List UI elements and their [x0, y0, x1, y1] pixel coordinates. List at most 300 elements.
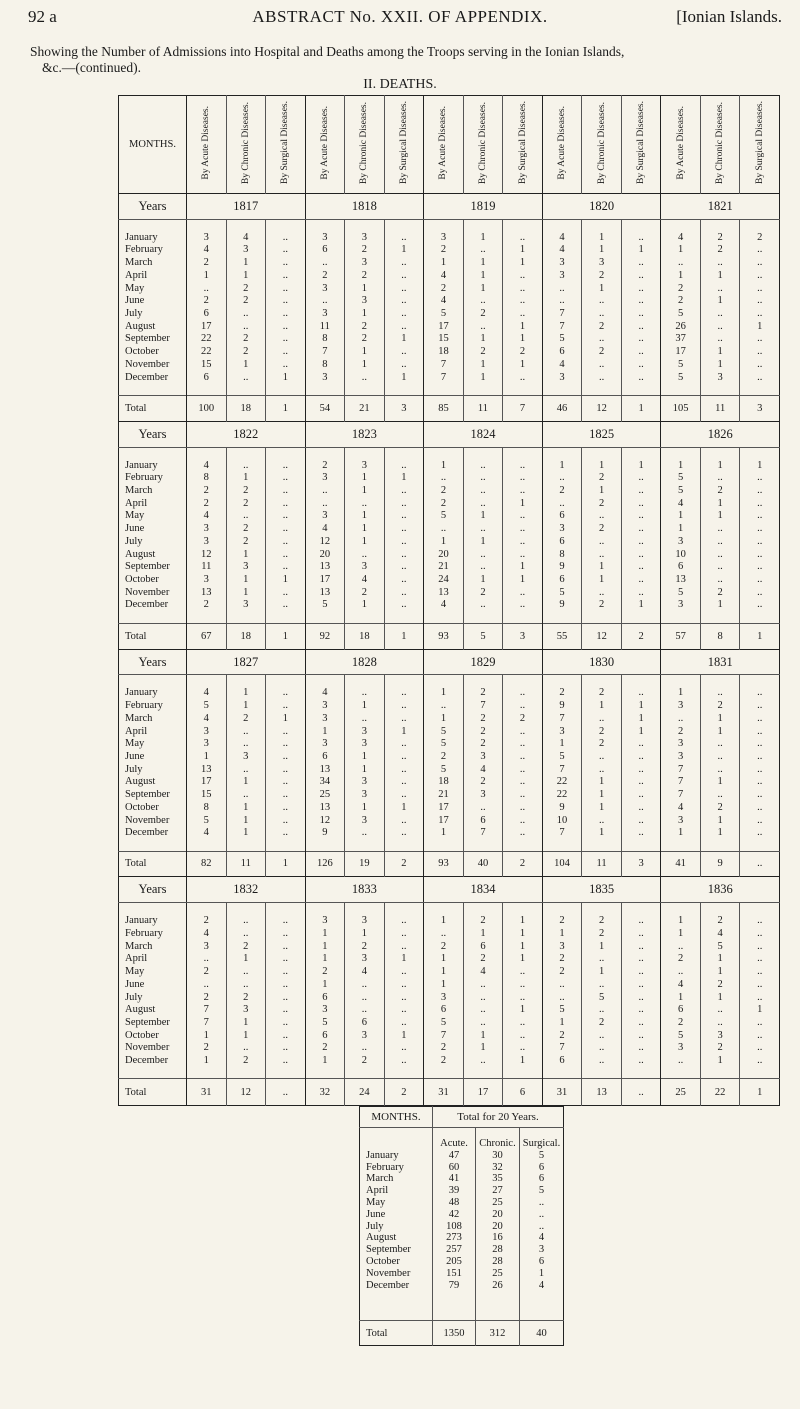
spacer-cell: [345, 219, 385, 231]
data-cell: 17: [424, 801, 464, 814]
data-cell: ..: [740, 295, 780, 308]
data-cell: 9: [542, 561, 582, 574]
data-cell: ..: [266, 345, 306, 358]
spacer-cell: [226, 1067, 266, 1079]
data-cell: 2: [542, 915, 582, 928]
data-cell: ..: [503, 699, 543, 712]
total-label: Total: [119, 851, 187, 877]
data-cell: 7: [424, 1029, 464, 1042]
total-cell: 3: [384, 395, 424, 421]
year-heading: 1825: [542, 421, 661, 447]
summary-month-label: May: [366, 1196, 386, 1208]
spacer-cell: [305, 447, 345, 459]
data-cell: 1: [700, 295, 740, 308]
data-cell: 1: [424, 712, 464, 725]
data-cell: ..: [266, 978, 306, 991]
data-cell: 2: [226, 535, 266, 548]
data-cell: ..: [384, 320, 424, 333]
data-cell: 2: [226, 484, 266, 497]
total-cell: 13: [582, 1079, 622, 1106]
total-cell: 2: [384, 851, 424, 877]
table-row: [119, 940, 780, 953]
data-cell: 1: [345, 472, 385, 485]
spacer-cell: [266, 1067, 306, 1079]
data-cell: 2: [582, 269, 622, 282]
total-cell: ..: [266, 1079, 306, 1106]
spacer-cell: [463, 839, 503, 851]
data-cell: 2: [463, 953, 503, 966]
data-cell: 3: [542, 269, 582, 282]
data-cell: 2: [226, 991, 266, 1004]
data-cell: 2: [542, 965, 582, 978]
data-cell: ..: [740, 522, 780, 535]
data-cell: ..: [266, 244, 306, 257]
data-cell: ..: [187, 953, 227, 966]
data-cell: 26: [661, 320, 701, 333]
data-cell: ..: [424, 472, 464, 485]
column-header: [582, 96, 622, 194]
spacer-cell: [661, 903, 701, 915]
column-header: [226, 96, 266, 194]
data-cell: 17: [661, 345, 701, 358]
data-cell: ..: [266, 548, 306, 561]
summary-column-head: Chronic.: [479, 1138, 516, 1149]
data-cell: 4: [345, 965, 385, 978]
summary-surgical-column: [520, 1128, 564, 1321]
column-header-label: By Chronic Diseases.: [359, 101, 370, 184]
month-label: August: [125, 320, 156, 332]
data-cell: 8: [542, 548, 582, 561]
table-row: [119, 776, 780, 789]
data-cell: ..: [503, 814, 543, 827]
data-cell: 1: [582, 801, 622, 814]
spacer-cell: [740, 611, 780, 623]
data-cell: ..: [266, 801, 306, 814]
data-cell: ..: [621, 1016, 661, 1029]
data-cell: 1: [266, 573, 306, 586]
column-header-row: [119, 96, 780, 194]
data-cell: 2: [463, 712, 503, 725]
data-cell: 2: [226, 1054, 266, 1067]
total-cell: 21: [345, 395, 385, 421]
spacer-cell: [119, 675, 187, 687]
data-cell: 1: [700, 1054, 740, 1067]
data-cell: 12: [305, 535, 345, 548]
table-row: [119, 1042, 780, 1055]
data-cell: 12: [187, 548, 227, 561]
data-cell: 2: [424, 750, 464, 763]
month-label: August: [125, 776, 156, 788]
data-cell: 1: [226, 472, 266, 485]
total-cell: 31: [187, 1079, 227, 1106]
data-cell: 1: [503, 1004, 543, 1017]
data-cell: 2: [542, 687, 582, 700]
spacer-cell: [621, 903, 661, 915]
table-row: [119, 244, 780, 257]
data-cell: ..: [621, 763, 661, 776]
data-cell: 3: [305, 231, 345, 244]
year-heading: 1817: [187, 193, 306, 219]
summary-month-label: July: [366, 1220, 384, 1232]
data-cell: ..: [740, 510, 780, 523]
table-row: [119, 801, 780, 814]
month-label: August: [125, 548, 156, 560]
total-cell: 6: [503, 1079, 543, 1106]
table-row: [119, 295, 780, 308]
spacer-row: [119, 1067, 780, 1079]
data-cell: 17: [187, 776, 227, 789]
month-label: December: [125, 1055, 169, 1067]
spacer-cell: [424, 903, 464, 915]
year-heading: 1818: [305, 193, 424, 219]
data-cell: 2: [345, 586, 385, 599]
spacer-row: [119, 384, 780, 396]
data-cell: 2: [187, 599, 227, 612]
table-row: [119, 510, 780, 523]
total-cell: 3: [503, 623, 543, 649]
data-cell: 1: [345, 345, 385, 358]
data-cell: ..: [345, 497, 385, 510]
spacer-cell: [226, 219, 266, 231]
years-row: [119, 193, 780, 219]
spacer-cell: [661, 675, 701, 687]
data-cell: ..: [463, 599, 503, 612]
data-cell: 3: [187, 725, 227, 738]
data-cell: ..: [384, 535, 424, 548]
data-cell: ..: [463, 459, 503, 472]
data-cell: 2: [463, 586, 503, 599]
data-cell: 2: [582, 522, 622, 535]
data-cell: ..: [305, 295, 345, 308]
data-cell: 2: [424, 940, 464, 953]
column-header-label: By Acute Diseases.: [557, 106, 568, 180]
data-cell: 3: [305, 510, 345, 523]
data-cell: 20: [305, 548, 345, 561]
summary-value: 20: [492, 1208, 503, 1220]
month-label: January: [125, 915, 158, 927]
spacer-cell: [582, 447, 622, 459]
total-cell: 18: [226, 395, 266, 421]
summary-value: 3: [538, 1244, 545, 1256]
table-row: [119, 573, 780, 586]
data-cell: ..: [266, 307, 306, 320]
data-cell: 1: [384, 953, 424, 966]
data-cell: 10: [661, 548, 701, 561]
data-cell: ..: [384, 699, 424, 712]
summary-value: 79: [448, 1279, 460, 1291]
spacer-cell: [463, 384, 503, 396]
total-cell: 12: [226, 1079, 266, 1106]
spacer-cell: [119, 839, 187, 851]
data-cell: ..: [740, 269, 780, 282]
spacer-cell: [345, 903, 385, 915]
table-row: [119, 1004, 780, 1017]
data-cell: 15: [424, 333, 464, 346]
summary-value: 25: [492, 1196, 503, 1208]
data-cell: ..: [621, 776, 661, 789]
data-cell: 3: [345, 814, 385, 827]
month-label: October: [125, 573, 159, 585]
data-cell: ..: [740, 788, 780, 801]
data-cell: 2: [700, 699, 740, 712]
data-cell: 1: [424, 256, 464, 269]
data-cell: 1: [424, 965, 464, 978]
page-title: ABSTRACT No. XXII. OF APPENDIX.: [252, 7, 548, 26]
data-cell: ..: [503, 586, 543, 599]
data-cell: ..: [582, 750, 622, 763]
data-cell: 6: [542, 510, 582, 523]
data-cell: ..: [266, 472, 306, 485]
data-cell: 20: [424, 548, 464, 561]
data-cell: ..: [503, 472, 543, 485]
spacer-row: [119, 903, 780, 915]
data-cell: 1: [582, 561, 622, 574]
table-row: [119, 712, 780, 725]
data-cell: 1: [621, 244, 661, 257]
spacer-cell: [542, 611, 582, 623]
data-cell: 3: [661, 1042, 701, 1055]
data-cell: ..: [700, 282, 740, 295]
total-cell: 41: [661, 851, 701, 877]
data-cell: 8: [305, 358, 345, 371]
data-cell: 3: [226, 750, 266, 763]
spacer-cell: [266, 675, 306, 687]
spacer-cell: [226, 611, 266, 623]
data-cell: 1: [661, 510, 701, 523]
total-cell: 2: [503, 851, 543, 877]
month-label: February: [125, 244, 163, 256]
data-cell: 2: [187, 991, 227, 1004]
data-cell: 2: [187, 484, 227, 497]
data-cell: 2: [345, 1054, 385, 1067]
spacer-cell: [621, 675, 661, 687]
data-cell: 17: [305, 573, 345, 586]
data-cell: 1: [503, 256, 543, 269]
spacer-cell: [187, 219, 227, 231]
data-cell: 3: [226, 599, 266, 612]
data-cell: ..: [266, 940, 306, 953]
data-cell: 2: [345, 333, 385, 346]
data-cell: 2: [226, 345, 266, 358]
month-label: November: [125, 586, 170, 598]
data-cell: 1: [305, 1054, 345, 1067]
data-cell: 3: [187, 940, 227, 953]
month-label: March: [125, 712, 153, 724]
data-cell: 1: [463, 927, 503, 940]
data-cell: ..: [740, 776, 780, 789]
spacer-cell: [305, 839, 345, 851]
data-cell: 1: [187, 1029, 227, 1042]
spacer-cell: [621, 447, 661, 459]
column-header: [305, 96, 345, 194]
data-cell: ..: [700, 333, 740, 346]
data-cell: 1: [345, 510, 385, 523]
spacer-cell: [503, 1067, 543, 1079]
data-cell: ..: [384, 965, 424, 978]
spacer-cell: [424, 447, 464, 459]
data-cell: 1: [503, 244, 543, 257]
data-cell: 3: [305, 699, 345, 712]
data-cell: 1: [424, 827, 464, 840]
table-row: [119, 345, 780, 358]
data-cell: 15: [187, 358, 227, 371]
data-cell: ..: [740, 548, 780, 561]
month-label: May: [125, 510, 145, 522]
month-label: May: [125, 966, 145, 978]
data-cell: 22: [542, 788, 582, 801]
spacer-cell: [503, 447, 543, 459]
data-cell: ..: [542, 497, 582, 510]
month-label: January: [125, 231, 158, 243]
data-cell: ..: [621, 371, 661, 384]
spacer-cell: [463, 219, 503, 231]
spacer-cell: [226, 675, 266, 687]
data-cell: 18: [424, 776, 464, 789]
data-cell: ..: [463, 1016, 503, 1029]
table-row: [119, 1054, 780, 1067]
spacer-cell: [661, 839, 701, 851]
data-cell: ..: [700, 1016, 740, 1029]
spacer-cell: [542, 219, 582, 231]
month-label: September: [125, 561, 170, 573]
spacer-cell: [305, 903, 345, 915]
total-cell: 11: [700, 395, 740, 421]
data-cell: 9: [542, 699, 582, 712]
data-cell: 1: [740, 320, 780, 333]
spacer-cell: [424, 219, 464, 231]
spacer-cell: [119, 384, 187, 396]
data-cell: 1: [582, 459, 622, 472]
year-heading: 1819: [424, 193, 543, 219]
spacer-cell: [582, 219, 622, 231]
data-cell: 1: [463, 256, 503, 269]
year-heading: 1826: [661, 421, 780, 447]
data-cell: ..: [463, 991, 503, 1004]
spacer-cell: [305, 611, 345, 623]
data-cell: 3: [187, 535, 227, 548]
data-cell: 2: [700, 586, 740, 599]
data-cell: 2: [542, 953, 582, 966]
data-cell: ..: [463, 244, 503, 257]
data-cell: ..: [226, 763, 266, 776]
data-cell: 3: [345, 295, 385, 308]
summary-value: ..: [538, 1208, 545, 1220]
data-cell: 10: [542, 814, 582, 827]
data-cell: 1: [345, 282, 385, 295]
data-cell: ..: [266, 586, 306, 599]
data-cell: 1: [503, 561, 543, 574]
table-row: [119, 750, 780, 763]
data-cell: 3: [542, 725, 582, 738]
spacer-cell: [700, 219, 740, 231]
data-cell: 1: [226, 1016, 266, 1029]
data-cell: ..: [700, 687, 740, 700]
total-cell: 19: [345, 851, 385, 877]
data-cell: ..: [266, 510, 306, 523]
data-cell: 1: [463, 371, 503, 384]
data-cell: 6: [661, 561, 701, 574]
data-cell: 1: [582, 776, 622, 789]
data-cell: 13: [187, 586, 227, 599]
data-cell: ..: [700, 561, 740, 574]
data-cell: 3: [661, 750, 701, 763]
total-cell: 67: [187, 623, 227, 649]
data-cell: ..: [266, 687, 306, 700]
summary-column-head: Surgical.: [522, 1138, 561, 1149]
spacer-cell: [226, 384, 266, 396]
data-cell: ..: [266, 738, 306, 751]
data-cell: 1: [661, 244, 701, 257]
data-cell: 4: [305, 522, 345, 535]
summary-value: 6: [538, 1173, 545, 1185]
data-cell: 1: [384, 244, 424, 257]
month-label: April: [125, 953, 148, 965]
data-cell: 4: [424, 269, 464, 282]
total-label: Total: [119, 395, 187, 421]
data-cell: 3: [542, 256, 582, 269]
years-label: Years: [119, 421, 187, 447]
data-cell: 2: [187, 256, 227, 269]
month-label: March: [125, 257, 153, 269]
column-header: [266, 96, 306, 194]
data-cell: 1: [226, 358, 266, 371]
summary-month-label: March: [366, 1173, 394, 1185]
total-cell: 104: [542, 851, 582, 877]
data-cell: ..: [503, 1016, 543, 1029]
spacer-cell: [384, 447, 424, 459]
data-cell: 2: [582, 687, 622, 700]
summary-month-label: April: [366, 1185, 389, 1197]
data-cell: ..: [740, 282, 780, 295]
total-cell: 9: [700, 851, 740, 877]
data-cell: ..: [226, 510, 266, 523]
data-cell: ..: [700, 320, 740, 333]
data-cell: 2: [582, 1016, 622, 1029]
data-cell: 1: [700, 459, 740, 472]
data-cell: 1: [542, 1016, 582, 1029]
spacer-cell: [542, 675, 582, 687]
data-cell: ..: [384, 776, 424, 789]
summary-total-cell: 312: [476, 1321, 520, 1346]
data-cell: 1: [661, 269, 701, 282]
data-cell: 3: [305, 282, 345, 295]
data-cell: ..: [740, 991, 780, 1004]
data-cell: 3: [305, 915, 345, 928]
data-cell: 3: [226, 561, 266, 574]
data-cell: ..: [384, 712, 424, 725]
data-cell: ..: [621, 915, 661, 928]
data-cell: ..: [700, 750, 740, 763]
data-cell: ..: [740, 358, 780, 371]
summary-value: 108: [446, 1220, 462, 1232]
spacer-cell: [119, 447, 187, 459]
summary-value: 5: [538, 1185, 545, 1197]
data-cell: ..: [582, 295, 622, 308]
data-cell: 5: [661, 358, 701, 371]
data-cell: ..: [266, 725, 306, 738]
column-header-label: By Acute Diseases.: [201, 106, 212, 180]
summary-value: 26: [492, 1279, 503, 1291]
data-cell: 1: [582, 827, 622, 840]
page-header: [0, 4, 800, 48]
total-cell: 1: [266, 395, 306, 421]
column-header-label: By Surgical Diseases.: [280, 101, 291, 185]
table-row: [119, 548, 780, 561]
data-cell: ..: [266, 1004, 306, 1017]
data-cell: 1: [345, 599, 385, 612]
data-cell: 2: [582, 599, 622, 612]
total-cell: 12: [582, 623, 622, 649]
